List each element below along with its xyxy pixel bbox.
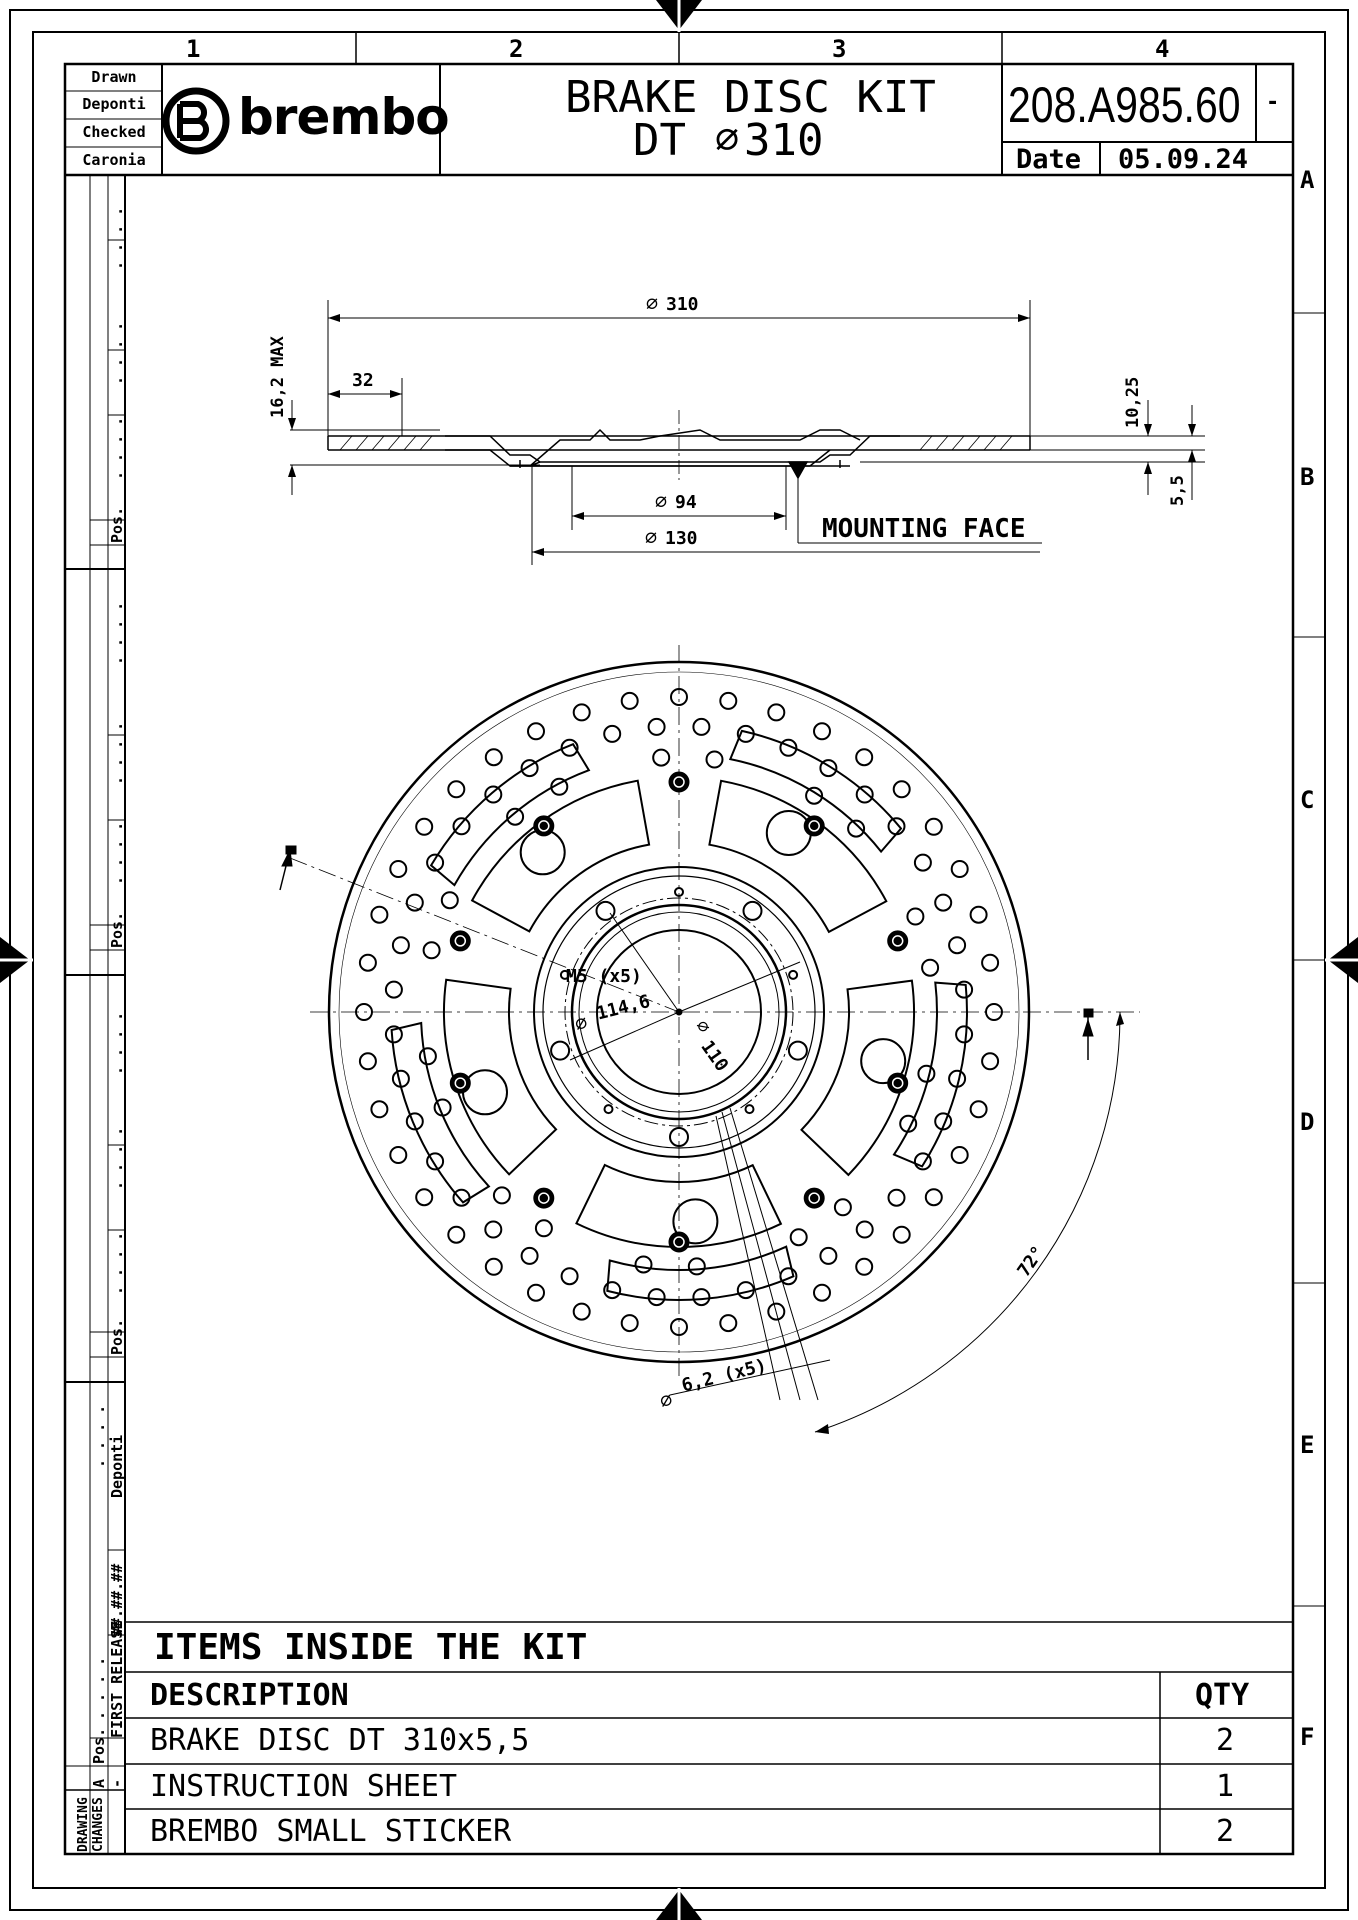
- drill-hole: [971, 1101, 987, 1117]
- drill-hole: [918, 1066, 934, 1082]
- drill-hole: [889, 1190, 905, 1206]
- kit-row-3-description: BREMBO SMALL STICKER: [150, 1814, 512, 1849]
- mounting-hole: [789, 1042, 807, 1060]
- drill-hole: [448, 1227, 464, 1243]
- dim-inner-diameter-a: 94: [675, 492, 697, 513]
- outer-slot: [392, 1023, 489, 1202]
- drill-hole: [574, 1304, 590, 1320]
- rivet: [669, 772, 689, 792]
- revision-dash: -: [108, 1778, 126, 1788]
- drill-hole: [424, 942, 440, 958]
- kit-row-3-qty: 2: [1216, 1814, 1235, 1849]
- threaded-hole: [746, 1105, 754, 1113]
- drill-hole: [693, 719, 709, 735]
- strip-pos-2: Pos.: [108, 911, 126, 948]
- drill-hole: [653, 750, 669, 766]
- diameter-symbol: ⌀: [715, 116, 740, 162]
- drill-hole: [971, 907, 987, 923]
- drill-hole: [894, 1227, 910, 1243]
- drill-hole: [574, 704, 590, 720]
- strip-dots-7: . . . .: [108, 1011, 126, 1075]
- strip-dots-10: . . . .: [90, 1404, 108, 1468]
- drill-hole: [360, 955, 376, 971]
- release-date: ##.##.##: [108, 1563, 126, 1636]
- rivet: [450, 931, 470, 951]
- drill-hole: [907, 909, 923, 925]
- pcd-callout-b: 110: [696, 1036, 733, 1076]
- spoke-lightening: [463, 1070, 507, 1114]
- rivet: [888, 1073, 908, 1093]
- checked-by: Caronia: [82, 151, 146, 169]
- pcd-callout-a: 114,6: [594, 990, 653, 1025]
- drill-hole: [604, 726, 620, 742]
- dim-inner-diameter-b: 130: [665, 528, 698, 549]
- mounting-hole: [744, 902, 762, 920]
- row-label-f: F: [1300, 1723, 1315, 1751]
- drill-hole: [494, 1187, 510, 1203]
- threaded-hole: [605, 1105, 613, 1113]
- dim-thickness-b: 5,5: [1168, 475, 1188, 506]
- mounting-face-label: MOUNTING FACE: [822, 514, 1026, 544]
- strip-dots-8: . . . .: [108, 1126, 126, 1190]
- drill-hole: [935, 895, 951, 911]
- drill-hole: [528, 723, 544, 739]
- kit-header-qty: QTY: [1195, 1678, 1250, 1713]
- drill-hole: [486, 1259, 502, 1275]
- drill-hole: [857, 1222, 873, 1238]
- diameter-symbol: ⌀: [645, 525, 658, 549]
- strip-dots-6: . . . .: [108, 821, 126, 885]
- drill-hole: [454, 818, 470, 834]
- drill-hole: [791, 1229, 807, 1245]
- drill-hole: [360, 1053, 376, 1069]
- spoke-window: [472, 781, 649, 932]
- diameter-symbol: ⌀: [657, 1386, 675, 1414]
- kit-header-description: DESCRIPTION: [150, 1678, 349, 1713]
- dim-band-width: 32: [352, 370, 374, 391]
- drawn-by: Deponti: [82, 95, 146, 113]
- row-label-c: C: [1300, 786, 1315, 814]
- row-label-a: A: [1300, 166, 1315, 194]
- kit-title: ITEMS INSIDE THE KIT: [154, 1627, 588, 1668]
- strip-dots-5: . . . .: [108, 721, 126, 785]
- drill-hole: [707, 752, 723, 768]
- drawn-label: Drawn: [91, 68, 137, 86]
- drill-hole: [528, 1285, 544, 1301]
- release-by: Deponti: [108, 1434, 126, 1498]
- mounting-hole: [597, 902, 615, 920]
- strip-pos-4: Pos.: [90, 1727, 108, 1764]
- drill-hole: [820, 1248, 836, 1264]
- brembo-logo-mark: [166, 91, 226, 151]
- rivet: [804, 1188, 824, 1208]
- drill-hole: [894, 781, 910, 797]
- mounting-hole: [551, 1042, 569, 1060]
- drill-hole: [386, 982, 402, 998]
- column-label-1: 1: [186, 35, 201, 63]
- drill-hole: [390, 1147, 406, 1163]
- drill-hole: [371, 1101, 387, 1117]
- revision-a: A: [90, 1778, 108, 1788]
- kit-row-1-description: BRAKE DISC DT 310x5,5: [150, 1723, 530, 1758]
- outer-slot: [431, 744, 589, 885]
- diameter-symbol: ⌀: [646, 291, 659, 315]
- thread-callout: M5 (x5): [566, 966, 642, 987]
- strip-pos-3: Pos.: [108, 1318, 126, 1355]
- part-number: 208.A985.60: [1008, 77, 1241, 133]
- title-line-2-value: 310: [744, 115, 824, 166]
- rivet: [450, 1073, 470, 1093]
- strip-dots-11: . . . .: [90, 1656, 108, 1720]
- spoke-window: [709, 781, 886, 932]
- diameter-symbol: ⌀: [572, 1009, 590, 1037]
- drill-hole: [448, 781, 464, 797]
- drill-hole: [856, 1259, 872, 1275]
- strip-dots-1: . . . .: [108, 206, 126, 270]
- diameter-symbol: ⌀: [691, 1016, 715, 1038]
- drawing-changes: DRAWING CHANGES: [76, 1797, 106, 1852]
- drill-hole: [952, 861, 968, 877]
- column-label-2: 2: [509, 35, 524, 63]
- rivet: [534, 816, 554, 836]
- rivet: [888, 931, 908, 951]
- kit-row-2-qty: 1: [1216, 1769, 1235, 1804]
- drill-hole: [956, 1026, 972, 1042]
- diameter-symbol: ⌀: [655, 489, 668, 513]
- column-label-3: 3: [832, 35, 847, 63]
- drill-hole: [636, 1257, 652, 1273]
- holes-callout: 6,2 (x5): [679, 1355, 769, 1397]
- drill-hole: [371, 907, 387, 923]
- drill-hole: [720, 1315, 736, 1331]
- drill-hole: [522, 1248, 538, 1264]
- title-line-2-prefix: DT: [633, 115, 686, 166]
- drill-hole: [857, 787, 873, 803]
- date-value: 05.09.24: [1118, 144, 1249, 175]
- drill-hole: [915, 855, 931, 871]
- strip-dots-2: . . . .: [108, 321, 126, 385]
- kit-row-2-description: INSTRUCTION SHEET: [150, 1769, 458, 1804]
- rivet: [534, 1188, 554, 1208]
- kit-row-1-qty: 2: [1216, 1723, 1235, 1758]
- drill-hole: [442, 892, 458, 908]
- drill-hole: [416, 1189, 432, 1205]
- drill-hole: [416, 819, 432, 835]
- drill-hole: [926, 819, 942, 835]
- dim-outer-diameter: 310: [666, 294, 699, 315]
- brembo-logo-text: brembo: [238, 88, 449, 146]
- row-label-e: E: [1300, 1431, 1315, 1459]
- column-label-4: 4: [1155, 35, 1170, 63]
- drill-hole: [926, 1189, 942, 1205]
- drill-hole: [856, 749, 872, 765]
- row-label-b: B: [1300, 463, 1315, 491]
- rivet: [669, 1232, 689, 1252]
- checked-label: Checked: [82, 123, 146, 141]
- drill-hole: [814, 1285, 830, 1301]
- drill-hole: [982, 1053, 998, 1069]
- drill-hole: [390, 861, 406, 877]
- drill-hole: [922, 960, 938, 976]
- drill-hole: [486, 749, 502, 765]
- drill-hole: [622, 1315, 638, 1331]
- strip-dots-4: . . . .: [108, 601, 126, 665]
- rivet: [804, 816, 824, 836]
- drill-hole: [952, 1147, 968, 1163]
- drill-hole: [454, 1190, 470, 1206]
- drill-hole: [949, 937, 965, 953]
- drill-hole: [720, 693, 736, 709]
- drill-hole: [407, 895, 423, 911]
- strip-dots-3: . . . .: [108, 416, 126, 480]
- drill-hole: [768, 704, 784, 720]
- drill-hole: [485, 787, 501, 803]
- drill-hole: [889, 818, 905, 834]
- date-label: Date: [1016, 144, 1082, 175]
- angle-callout: 72°: [1013, 1242, 1050, 1281]
- drill-hole: [420, 1048, 436, 1064]
- drill-hole: [393, 937, 409, 953]
- title-line-1: BRAKE DISC KIT: [565, 72, 936, 123]
- drill-hole: [835, 1199, 851, 1215]
- spoke-lightening: [521, 830, 565, 874]
- strip-dots-9: . . . .: [108, 1231, 126, 1295]
- dim-max-thickness: 16,2 MAX: [268, 336, 288, 418]
- drill-hole: [622, 693, 638, 709]
- revision-mark: -: [1266, 90, 1280, 115]
- drill-hole: [562, 1268, 578, 1284]
- drill-hole: [982, 955, 998, 971]
- drill-hole: [693, 1289, 709, 1305]
- release-label: FIRST RELEASE: [108, 1620, 126, 1738]
- drill-hole: [485, 1222, 501, 1238]
- drill-hole: [536, 1220, 552, 1236]
- row-label-d: D: [1300, 1108, 1315, 1136]
- threaded-hole: [789, 971, 797, 979]
- side-view: [288, 300, 1205, 565]
- drill-hole: [649, 719, 665, 735]
- drill-hole: [689, 1258, 705, 1274]
- spoke-lightening: [767, 811, 811, 855]
- strip-pos-1: Pos.: [108, 506, 126, 543]
- drill-hole: [814, 723, 830, 739]
- drill-hole: [649, 1289, 665, 1305]
- dim-thickness-a: 10,25: [1123, 376, 1143, 428]
